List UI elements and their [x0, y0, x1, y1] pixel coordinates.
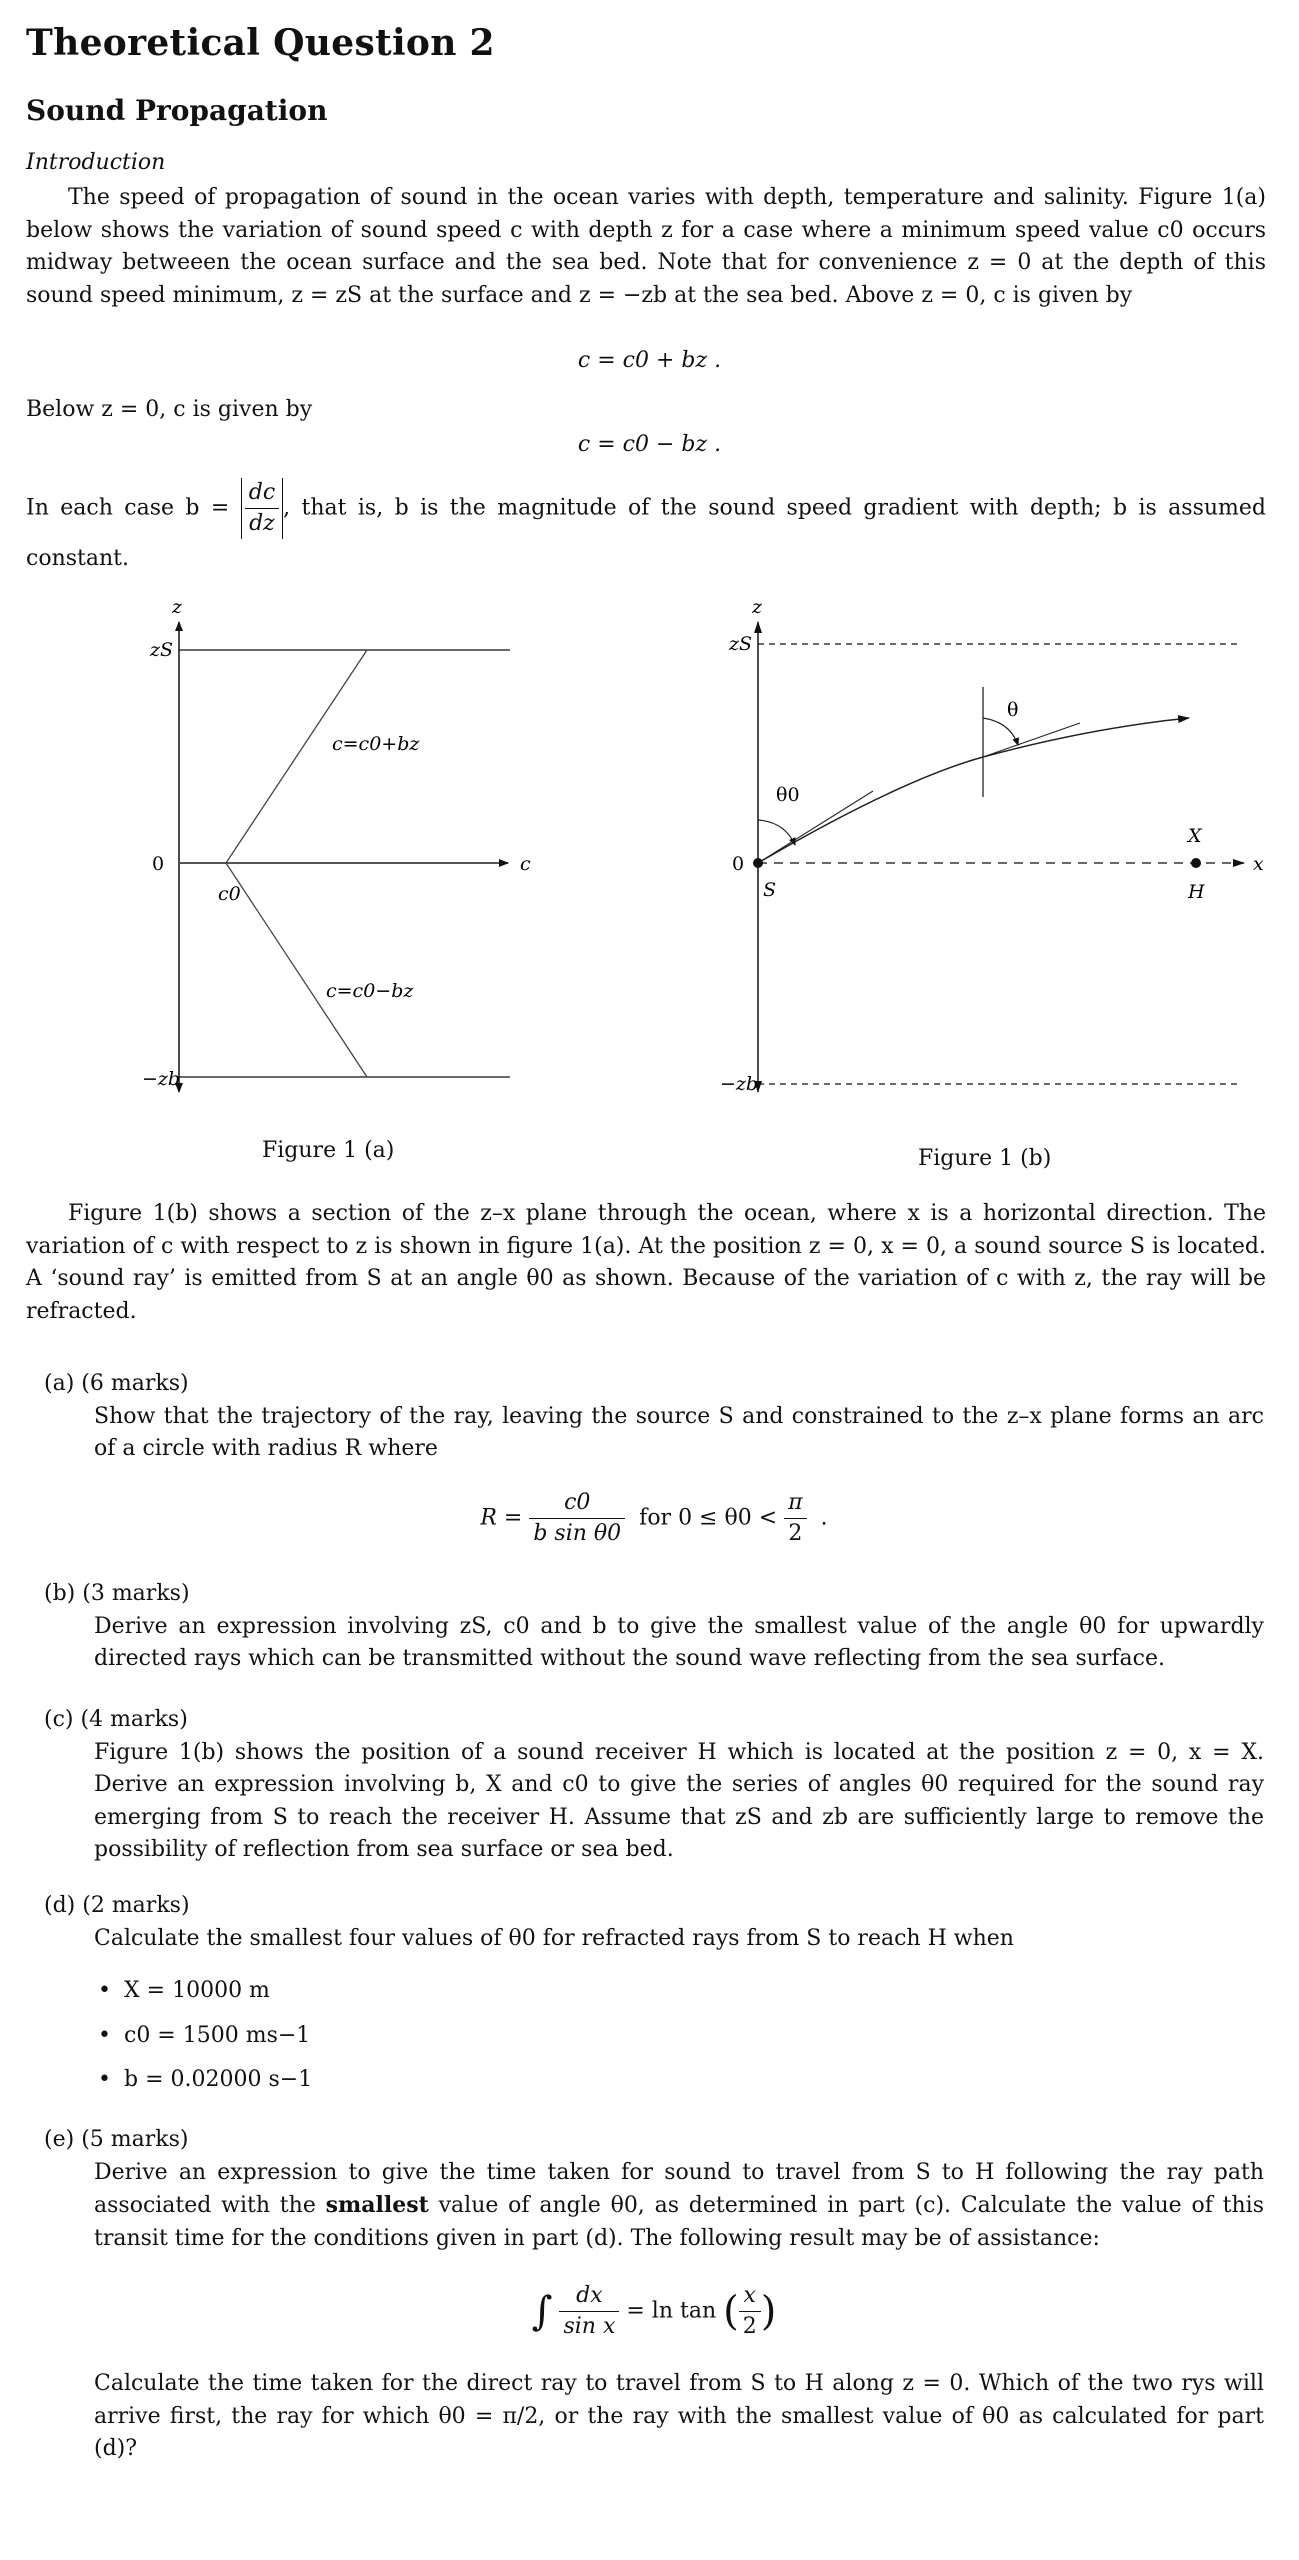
fig-b-ray-path	[758, 718, 1189, 863]
fig-b-theta-label: θ	[1007, 699, 1019, 721]
part-b-text: Derive an expression involving zS, c0 and b to give the smallest value of the angle θ0 for upwardly directed rays which can be transmitted without the sound wave reflecting from the sea surface.	[94, 1613, 1264, 1671]
condition-X: • X = 10000 m	[124, 1975, 1264, 2008]
fig-a-upper-label: c=c0+bz	[332, 733, 420, 755]
figure-1a-caption: Figure 1 (a)	[262, 1138, 395, 1163]
fig-b-theta-arc	[983, 718, 1018, 745]
paren-right: )	[760, 2288, 777, 2335]
eq-a-two: 2	[788, 1520, 803, 1546]
fig-a-lower-profile	[226, 863, 367, 1077]
fig-a-z-label: z	[172, 596, 183, 618]
part-e-bold-word: smallest	[325, 2192, 429, 2218]
fig-b-tangent-mid	[983, 723, 1080, 757]
part-b	[44, 1578, 1264, 1676]
fig-a-zero-tick: 0	[152, 853, 165, 875]
part-e-text-pre: Derive an expression to give the time taken for sound to travel from S to H following the ray path associated with the	[94, 2159, 1264, 2218]
eq-a-num: c0	[529, 1488, 625, 1519]
part-e-text-post: value of angle θ0, as determined in part (c). Calculate the value of this transit time for the conditions given in part (d). The following result may be of assistance:	[94, 2193, 1264, 2251]
paren-fraction	[739, 2281, 761, 2342]
part-a-label: (a)	[44, 1371, 75, 1396]
part-c	[44, 1704, 1264, 1867]
figure-paragraph-text: Figure 1(b) shows a section of the z–x plane through the ocean, where x is a horizontal direction. The variation of c with respect to z is shown in figure 1(a). At the position z = 0, x = 0, a sound source S is located. A ‘sound ray’ is emitted from S at an angle θ0 as shown. Because of the variation of c with z, the ray will be refracted.	[26, 1201, 1266, 1324]
fig-a-upper-profile	[226, 650, 367, 863]
fig-a-c0-label: c0	[218, 883, 241, 905]
intro-text: The speed of propagation of sound in the ocean varies with depth, temperature and salinity. Figure 1(a) below shows the variation of sound speed c with depth z for a case where a minimum speed value c0 occurs midway betweeen the ocean surface and the sea bed. Note that for convenience z = 0 at the depth of this sound speed minimum, z = zS at the surface and z = −zb at the sea bed. Above z = 0, c is given by	[26, 185, 1266, 308]
fig-b-theta0-label: θ0	[776, 784, 800, 806]
figure-1a	[110, 585, 570, 1105]
intro-label: Introduction	[26, 150, 166, 175]
part-d	[44, 1890, 1264, 2109]
part-b-marks: (3 marks)	[82, 1581, 190, 1606]
eq-a-fraction	[529, 1488, 625, 1549]
part-a	[44, 1368, 1264, 1549]
abs-value	[241, 478, 283, 539]
equation-below: c = c0 − bz .	[577, 432, 722, 457]
fig-b-z-label: z	[752, 596, 763, 618]
part-a-text: Show that the trajectory of the ray, leaving the source S and constrained to the z–x plane forms an arc of a circle with radius R where	[94, 1403, 1264, 1461]
integral-sign: ∫	[531, 2288, 553, 2335]
figure-1b-caption: Figure 1 (b)	[918, 1146, 1052, 1171]
gradient-pre: In each case b =	[26, 495, 230, 521]
eq-a-pi-fraction	[784, 1488, 806, 1549]
integral-equation	[44, 2281, 1264, 2342]
integral-den: sin x	[563, 2314, 616, 2339]
part-e-text	[94, 2157, 1264, 2256]
part-c-marks: (4 marks)	[80, 1707, 188, 1732]
gradient-fraction	[245, 478, 279, 539]
fig-b-zero-tick: 0	[732, 853, 745, 875]
gradient-den: dz	[249, 511, 275, 536]
part-e-text-after: Calculate the time taken for the direct ray to travel from S to H along z = 0. Which of the two rys will arrive first, the ray for which θ0 = π/2, or the ray with the smallest value of θ0 as calculated for part (d)?	[94, 2371, 1264, 2461]
integral-rhs: = ln tan	[626, 2298, 717, 2324]
part-d-label: (d)	[44, 1893, 76, 1918]
eq-a-pi: π	[784, 1488, 806, 1519]
below-text: Below z = 0, c is given by	[26, 397, 313, 422]
fig-a-lower-label: c=c0−bz	[326, 980, 414, 1002]
part-d-marks: (2 marks)	[82, 1893, 190, 1918]
paren-left: (	[723, 2288, 739, 2335]
part-a-equation	[44, 1488, 1264, 1549]
integral-num: dx	[559, 2281, 619, 2312]
part-d-conditions	[44, 1975, 1264, 2097]
eq-a-tail: .	[820, 1505, 828, 1530]
part-e-marks: (5 marks)	[81, 2127, 189, 2152]
fig-a-c-label: c	[520, 853, 531, 875]
gradient-num: dc	[245, 478, 279, 509]
paren-den: 2	[742, 2314, 757, 2339]
part-d-text: Calculate the smallest four values of θ0 for refracted rays from S to reach H when	[94, 1925, 1014, 1951]
condition-c0: • c0 = 1500 ms−1	[124, 2020, 1264, 2053]
eq-a-condition: for 0 ≤ θ0 <	[639, 1505, 778, 1530]
paren-num: x	[739, 2281, 761, 2312]
eq-a-den: b sin θ0	[533, 1520, 622, 1546]
figure-1b	[700, 585, 1299, 1105]
part-a-marks: (6 marks)	[81, 1371, 189, 1396]
fig-b-receiver-label: H	[1188, 881, 1205, 903]
gradient-post: , that is, b is the magnitude of the sound speed gradient with depth; b is assumed constant.	[26, 495, 1266, 571]
part-b-label: (b)	[44, 1581, 76, 1606]
gradient-definition	[26, 478, 1266, 579]
condition-b: • b = 0.02000 s−1	[124, 2064, 1264, 2097]
fig-b-theta0-arc	[758, 820, 795, 845]
figure-paragraph	[26, 1198, 1266, 1328]
intro-paragraph	[26, 182, 1266, 312]
part-c-label: (c)	[44, 1707, 74, 1732]
page-title: Theoretical Question 2	[26, 22, 495, 64]
equation-above: c = c0 + bz .	[577, 348, 722, 373]
fig-b-zs-tick: zS	[729, 633, 753, 655]
eq-a-lhs: R =	[480, 1505, 523, 1530]
integral-fraction	[559, 2281, 619, 2342]
fig-b-X-label: X	[1188, 825, 1202, 847]
fig-b-zb-tick: −zb	[720, 1073, 759, 1095]
fig-b-receiver-point	[1191, 858, 1201, 868]
section-title: Sound Propagation	[26, 94, 328, 127]
part-e-label: (e)	[44, 2127, 75, 2152]
fig-a-zs-tick: zS	[150, 639, 174, 661]
fig-b-source-label: S	[763, 879, 777, 901]
fig-b-x-label: x	[1253, 853, 1264, 875]
fig-a-zb-tick: −zb	[142, 1068, 181, 1090]
part-c-text: Figure 1(b) shows the position of a sound receiver H which is located at the position z = 0, x = X. Derive an expression involving b, X and c0 to give the series of angles θ0 required for the sound ray emerging from S to reach the receiver H. Assume that zS and zb are sufficiently large to remove the possibility of reflection from sea surface or sea bed.	[94, 1739, 1264, 1862]
part-e	[44, 2124, 1264, 2466]
fig-b-source-point	[753, 858, 763, 868]
